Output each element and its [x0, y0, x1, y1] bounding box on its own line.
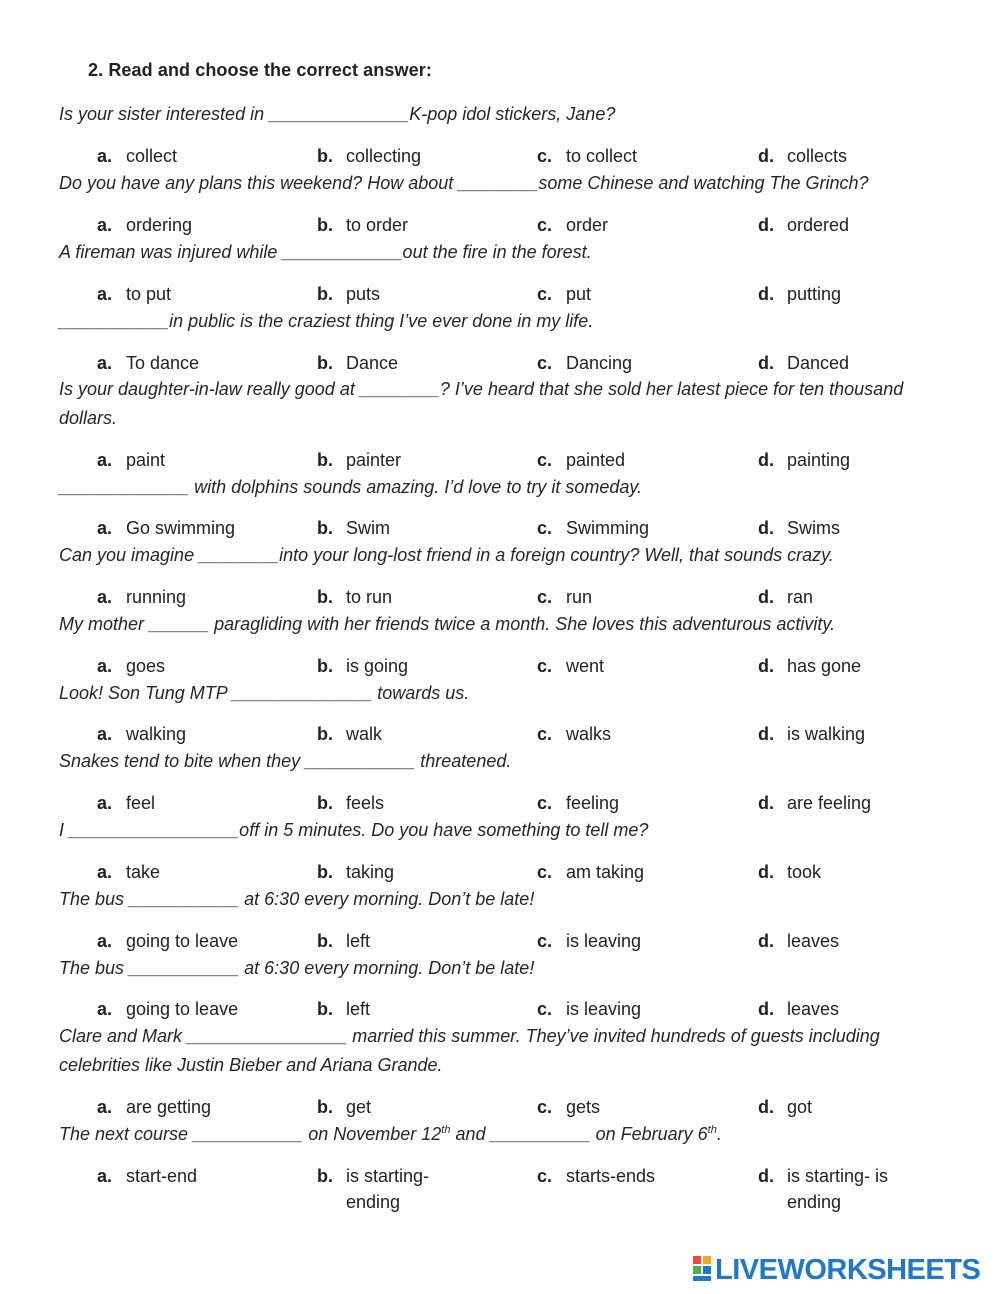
- question-13: The bus ___________ at 6:30 every morning. Don’t be late!: [59, 958, 535, 978]
- question-8: My mother ______ paragliding with her friends twice a month. She loves this adventurous activity.: [59, 614, 836, 634]
- options-13: a. going to leave b. left c. is leaving d. leaves: [97, 999, 840, 1019]
- question-5: Is your daughter-in-law really good at ________? I’ve heard that she sold her latest piece for ten thousand dollars.: [59, 379, 904, 428]
- options-8: a. goes b. is going c. went d. has gone: [97, 656, 862, 676]
- options-12: a. going to leave b. left c. is leaving d. leaves: [97, 931, 840, 951]
- options-9: a. walking b. walk c. walks d. is walking: [97, 724, 866, 744]
- question-7: Can you imagine ________into your long-lost friend in a foreign country? Well, that sounds crazy.: [59, 545, 834, 565]
- options-1: a. collect b. collecting c. to collect d. collects: [97, 146, 848, 166]
- options-4: a. To dance b. Dance c. Dancing d. Danced: [97, 353, 850, 373]
- question-1: Is your sister interested in ______________K-pop idol stickers, Jane?: [59, 104, 616, 124]
- options-6: a. Go swimming b. Swim c. Swimming d. Swims: [97, 518, 840, 538]
- section-heading: 2. Read and choose the correct answer:: [88, 60, 432, 80]
- question-15: The next course ___________ on November 12th and __________ on February 6th.: [59, 1124, 722, 1144]
- options-5: a. paint b. painter c. painted d. painting: [97, 450, 851, 470]
- question-3: A fireman was injured while ____________out the fire in the forest.: [59, 242, 592, 262]
- liveworksheets-mark-icon: [693, 1256, 713, 1282]
- options-2: a. ordering b. to order c. order d. ordered: [97, 215, 850, 235]
- question-11: I _________________off in 5 minutes. Do you have something to tell me?: [59, 820, 649, 840]
- options-11: a. take b. taking c. am taking d. took: [97, 862, 822, 882]
- options-15: a. start-end b. is starting- ending c. starts-ends d. is starting- is ending: [97, 1166, 889, 1212]
- options-10: a. feel b. feels c. feeling d. are feeling: [97, 793, 872, 813]
- logo-text: LIVEWORKSHEETS: [715, 1254, 981, 1286]
- question-2: Do you have any plans this weekend? How about ________some Chinese and watching The Grinch?: [59, 173, 869, 193]
- question-12: The bus ___________ at 6:30 every morning. Don’t be late!: [59, 889, 535, 909]
- question-14: Clare and Mark ________________ married this summer. They’ve invited hundreds of guests including celebrities like Justin Bieber and Ariana Grande.: [59, 1026, 880, 1075]
- liveworksheets-logo: [693, 1252, 993, 1288]
- options-7: a. running b. to run c. run d. ran: [97, 587, 814, 607]
- options-3: a. to put b. puts c. put d. putting: [97, 284, 842, 304]
- options-14: a. are getting b. get c. gets d. got: [97, 1097, 813, 1117]
- question-6: _____________ with dolphins sounds amazing. I’d love to try it someday.: [59, 477, 643, 497]
- question-10: Snakes tend to bite when they ___________ threatened.: [59, 751, 512, 771]
- question-9: Look! Son Tung MTP ______________ towards us.: [59, 683, 470, 703]
- question-4: ___________in public is the craziest thing I’ve ever done in my life.: [59, 311, 594, 331]
